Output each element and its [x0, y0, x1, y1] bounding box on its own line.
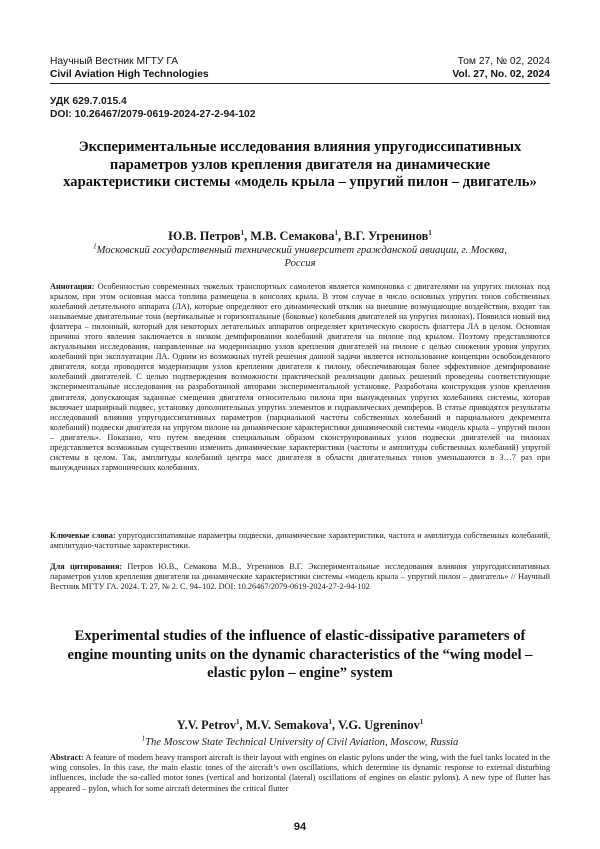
udk-code: УДК 629.7.015.4: [50, 96, 127, 107]
header-divider: [50, 83, 550, 84]
authors-ru: Ю.В. Петров$^1$, М.В. Семакова$^1$, В.Г. Угренинов$^1$: [168, 228, 432, 243]
affiliation-sup: 1: [93, 242, 97, 251]
abstract-text: Особенностью современных тяжелых транспортных самолетов является компоновка с двигателями на упругих пилонах под крылом, при этом основная масса топлива размещена в консолях крыла. В этом случае в число основных упругих тонов собственных колебаний летательного аппарата (ЛА), которые определяют его динамический отклик на внешние возмущающие воздействия, входят так называемые двигательные тона (вертикальные и горизонтальные (боковые) колебания двигателей на упругих пилонах). Появился новый вид флаттера – пилонный, который для некоторых летательных аппаратов определяет критическую скорость флаттера ЛА в целом. Основная причина этого явления заключается в низком демпфировании колебаний двигателя на пилоне под крылом. Поэтому представляются актуальными исследования, направленные на модернизацию узлов крепления двигателей на пилоне с целью снижения уровня упругих колебаний при эксплуатации ЛА. Одним из возможных путей решения данной задачи является использование концепции освобожденного двигателя, когда проводится модернизация узлов крепления двигателя к пилону, обеспечивающая более эффективное демпфирование колебаний двигателей. С целью подтверждения возможности практической реализации данных решений проведены соответствующие экспериментальные исследования на разработанной авторами экспериментальной установке. Разработана конструкция узлов крепления двигателя, допускающая заданные смещения двигателя относительно пилона при вынужденных упругих колебаниях системы, которая включает шарнирный подвес, установку дополнительных упругих элементов и гидравлических демпферов. В статье приводятся результаты исследований влияния упругодиссипативных параметров (парциальной частоты собственных колебаний и парциального декремента колебаний) подвески двигателя на упругом пилоне на динамические характеристики динамической системы «модель крыла – упругий пилон – двигатель». Показано, что путем введения специальным образом сконструированных узлов подвески двигателей на пилонах представляется возможным существенно изменить динамические характеристики (частоты и амплитуды собственных колебаний) упругой системы в целом. Так, амплитуды колебаний центра масс двигателя в области двигательных тонов уменьшаются в 3…7 раз при вынужденных гармонических колебаниях.: [50, 282, 551, 472]
abstract-text: A feature of modern heavy transport aircraft is their layout with engines on elastic pylons under the wing, with the fuel tanks located in the wing consoles. In this case, the main elastic tones of the aircraft’s own oscillations, which determine its dynamic response to external disturbing influences, include the so-called motor tones (vertical and horizontal (lateral) oscillations of engines on elastic pylons). A new type of flutter has appeared – pylon, which for some aircraft determines the critical flutter: [50, 753, 550, 793]
doi: DOI: 10.26467/2079-0619-2024-27-2-94-102: [50, 109, 256, 120]
author-affil-sup: 1: [240, 228, 245, 237]
author-name: М.В. Семакова: [250, 229, 335, 243]
author-affil-sup: 1: [334, 228, 338, 237]
affiliation-text: The Moscow State Technical University of Civil Aviation, Moscow, Russia: [145, 737, 459, 748]
volume-ru: Том 27, № 02, 2024: [457, 56, 550, 67]
author-name: Ю.В. Петров: [168, 229, 241, 243]
page-number: 94: [293, 821, 307, 833]
affiliation-text: Московский государственный технический университет гражданской авиации, г. Москва, Россия: [96, 245, 507, 269]
abstract-label: Аннотация:: [50, 282, 95, 291]
authors-en: Y.V. Petrov$^1$, M.V. Semakova$^1$, V.G. Ugreninov$^1$: [176, 717, 424, 732]
journal-name-ru: Научный Вестник МГТУ ГА: [50, 56, 179, 67]
affiliation-sup: 1: [141, 734, 146, 743]
abstract-en: [50, 753, 550, 794]
author-name: Y.V. Petrov: [176, 718, 237, 732]
author-affil-sup: 1: [236, 717, 240, 726]
affiliation-en: [90, 734, 510, 750]
abstract-ru: [50, 282, 550, 473]
keywords-ru: [50, 531, 550, 551]
author-name: M.V. Semakova: [245, 718, 329, 732]
running-header-en: [50, 69, 550, 81]
keywords-text: упругодиссипативные параметры подвески, динамические характеристики, частота и амплитуда собственных колебаний, амплитудно-частотные характеристики.: [50, 531, 551, 551]
abstract-label: Abstract:: [50, 753, 84, 762]
affiliation-ru: [90, 242, 510, 270]
citation-ru: [50, 562, 550, 592]
journal-name-en: Civil Aviation High Technologies: [50, 69, 209, 80]
author-affil-sup: 1: [419, 717, 424, 726]
keywords-label: Ключевые слова:: [50, 531, 116, 540]
author-affil-sup: 1: [328, 717, 332, 726]
citation-text: Петров Ю.В., Семакова М.В., Угренинов В.Г. Экспериментальные исследования влияния упругодиссипативных параметров узлов крепления двигателя на динамические характеристики системы «модель крыла – упругий пилон – двигатель» // Научный Вестник МГТУ ГА. 2024. Т. 27, № 2. С. 94–102. DOI: 10.26467/2079-0619-2024-27-2-94-102: [50, 562, 550, 592]
citation-label: Для цитирования:: [50, 562, 123, 571]
volume-en: Vol. 27, No. 02, 2024: [452, 69, 550, 80]
article-title-en: Experimental studies of the influence of elastic-dissipative parameters of engine mounting units on the dynamic characteristics of the “wing model – elastic pylon – engine” system: [67, 628, 533, 681]
running-header-ru: [50, 56, 550, 68]
author-name: V.G. Ugreninov: [337, 718, 420, 732]
author-affil-sup: 1: [428, 228, 432, 237]
author-name: В.Г. Угренинов: [344, 229, 429, 243]
article-title-ru: Экспериментальные исследования влияния упругодиссипативных параметров узлов крепления двигателя на динамические характеристики системы «модель крыла – упругий пилон – двигатель»: [63, 139, 537, 190]
